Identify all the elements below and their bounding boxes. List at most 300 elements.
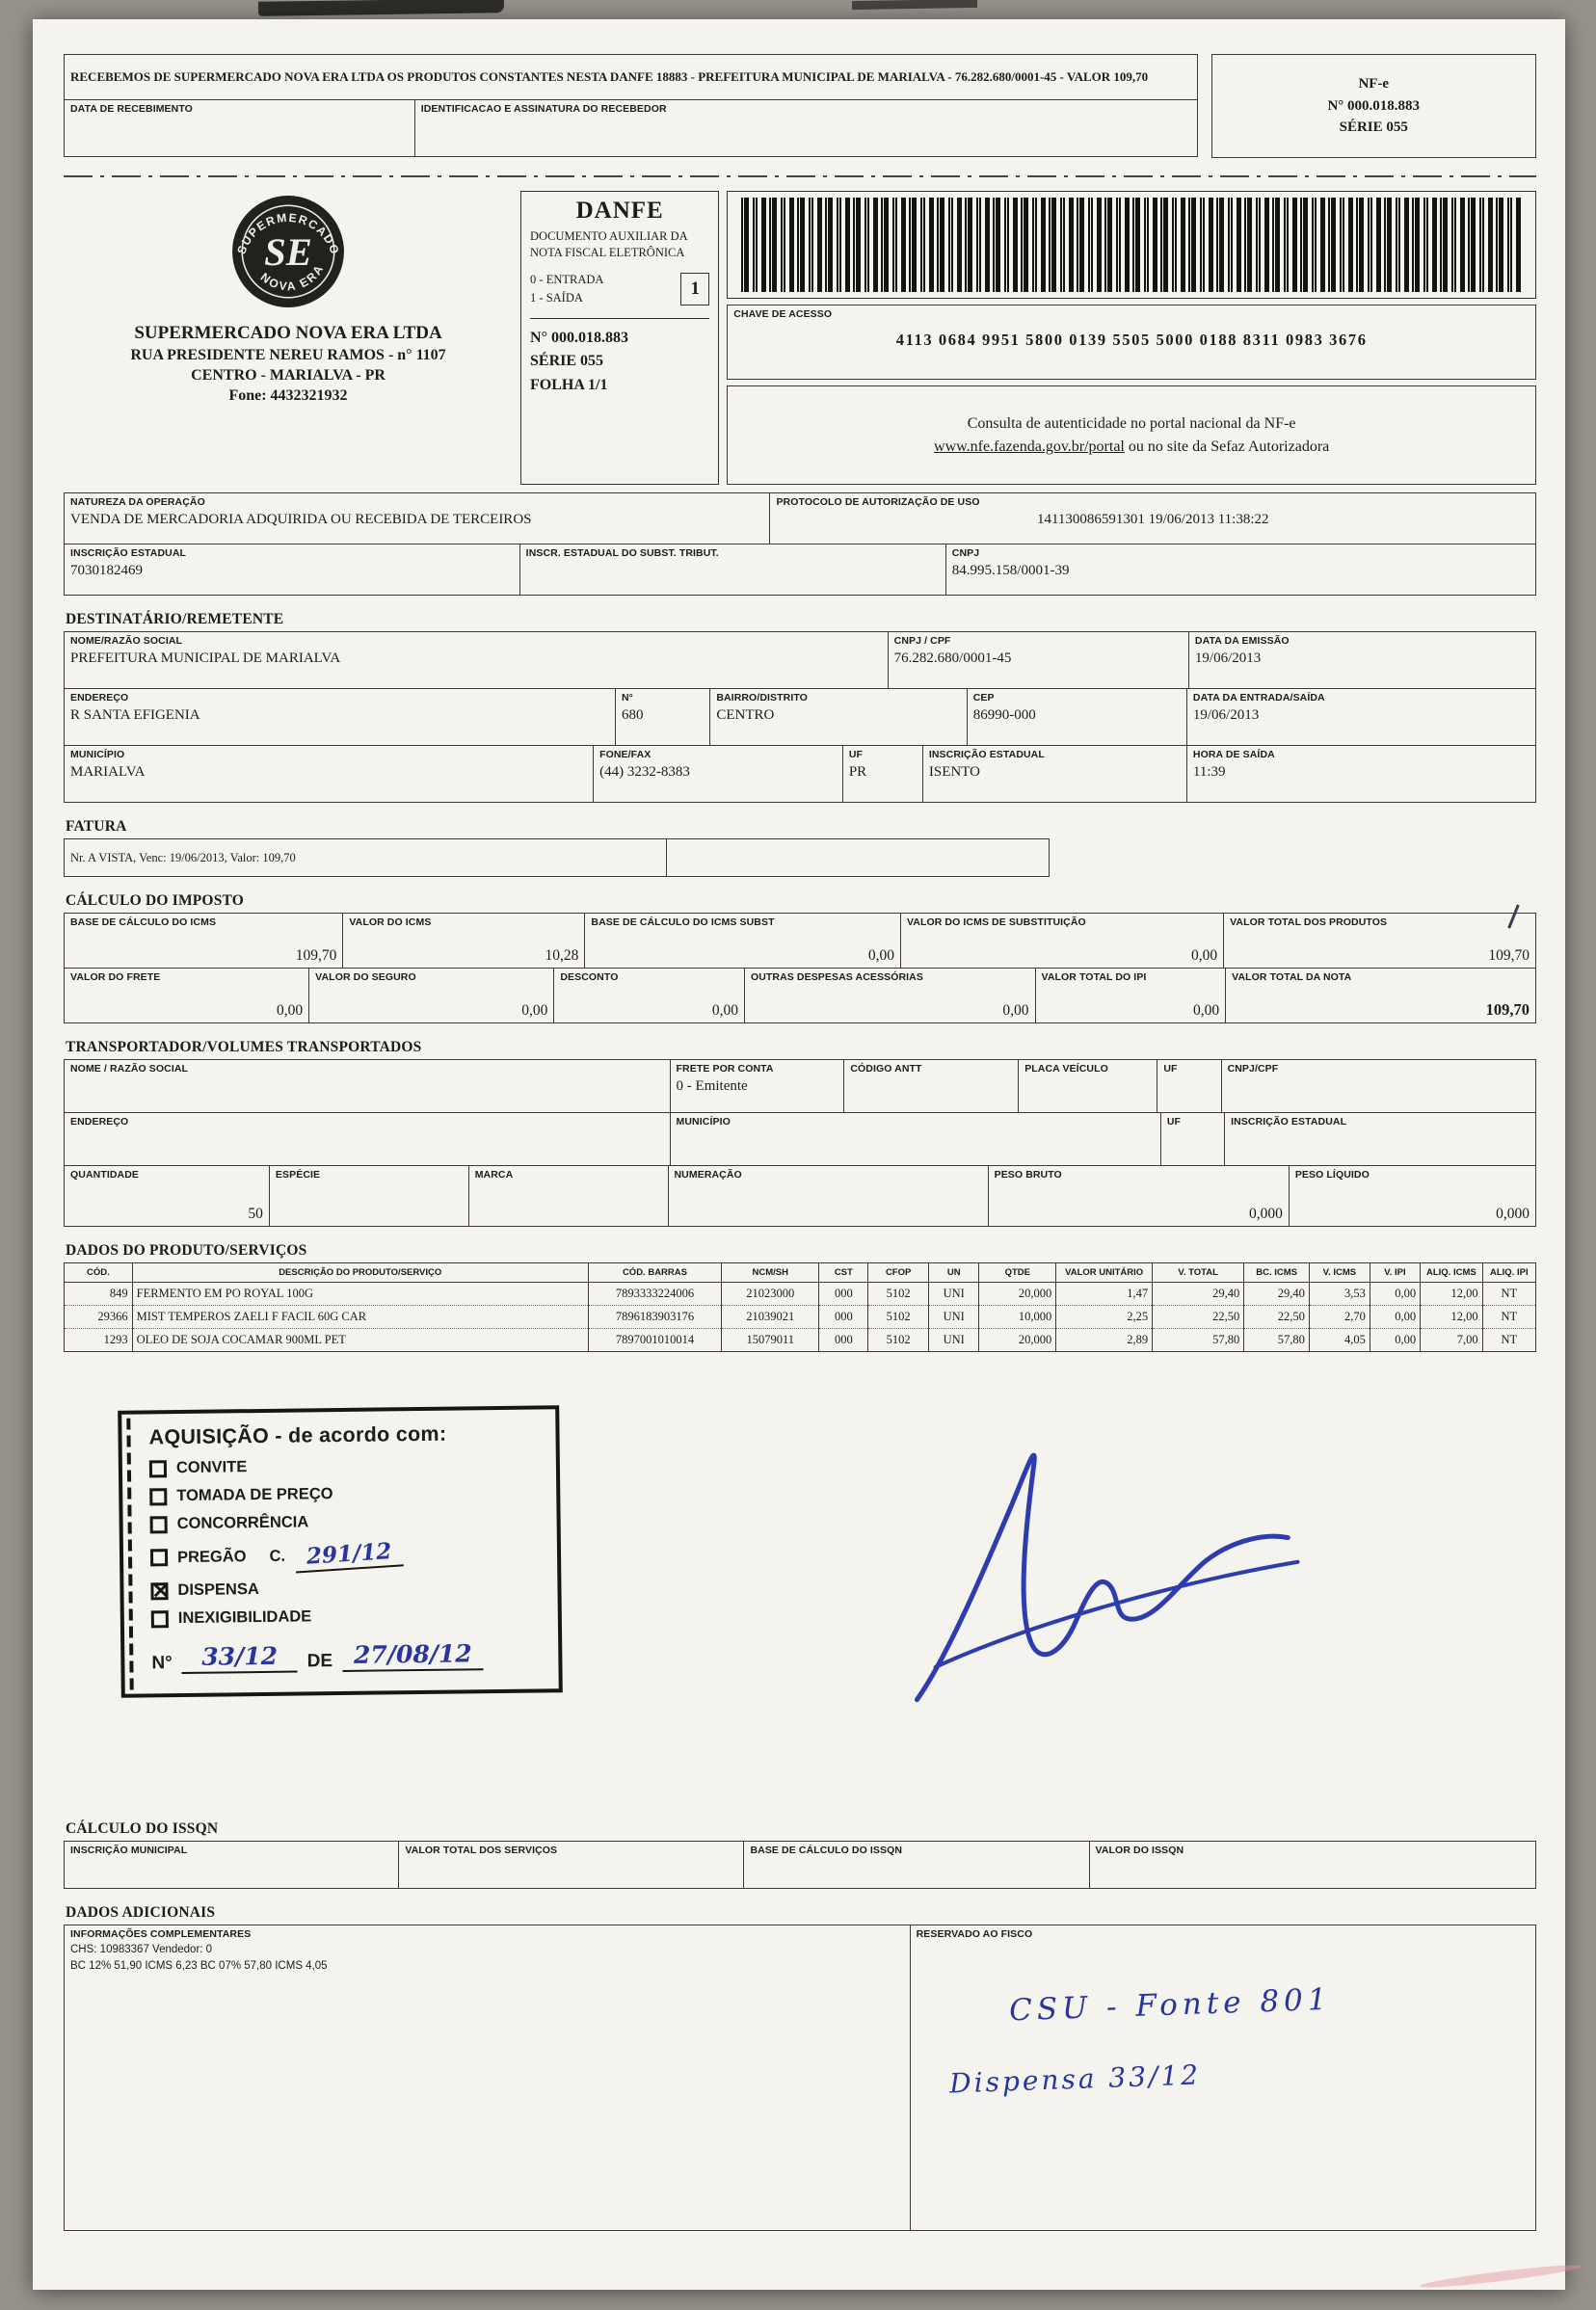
cell: 1293 (65, 1329, 133, 1352)
field-peso-bruto (988, 1165, 1290, 1227)
field-label: MUNICÍPIO (676, 1116, 731, 1128)
field-nome-razao-social (64, 631, 889, 689)
field-value: 86990-000 (972, 707, 1036, 724)
field-outras-despesas (744, 968, 1036, 1023)
cell: 2,89 (1056, 1329, 1153, 1352)
field-label: VALOR DO ICMS (349, 916, 432, 928)
field-valor-total-produtos (1223, 913, 1536, 969)
acquisition-stamp (118, 1406, 563, 1699)
recipient-row-3 (64, 745, 1536, 803)
checkbox-checked-icon (150, 1582, 168, 1600)
cell: 7896183903176 (588, 1306, 721, 1329)
field-frete-por-conta (670, 1059, 845, 1113)
field-transp-cnpj (1221, 1059, 1536, 1113)
section-title-destinatario: DESTINATÁRIO/REMETENTE (66, 611, 284, 627)
field-label: HORA DE SAÍDA (1192, 749, 1275, 760)
col-header: QTDE (979, 1263, 1056, 1283)
field-value: Nr. A VISTA, Venc: 19/06/2013, Valor: 109,70 (70, 850, 296, 864)
recipient-row-2 (64, 688, 1536, 746)
field-label: CNPJ (951, 547, 980, 559)
carrier-row-3 (64, 1165, 1536, 1227)
field-transp-uf-1 (1157, 1059, 1221, 1113)
col-header: BC. ICMS (1244, 1263, 1310, 1283)
cell: NT (1482, 1306, 1535, 1329)
cell: 20,000 (979, 1283, 1056, 1306)
cell: UNI (929, 1283, 979, 1306)
stamp-option-convite (149, 1455, 541, 1478)
field-value: 0,00 (1190, 947, 1218, 964)
handwriting-pregao-number: 291/12 (294, 1538, 404, 1574)
field-inscricao-estadual-dest (922, 745, 1187, 803)
col-header: V. IPI (1370, 1263, 1420, 1283)
cell: 15079011 (722, 1329, 819, 1352)
field-value: 19/06/2013 (1194, 651, 1262, 667)
field-value: 680 (622, 707, 644, 724)
col-header: V. ICMS (1309, 1263, 1370, 1283)
field-label: CÓDIGO ANTT (850, 1063, 922, 1075)
danfe-header (64, 191, 1536, 485)
field-value: 0,00 (277, 1002, 304, 1019)
product-row (65, 1306, 1536, 1329)
issuer-name: SUPERMERCADO NOVA ERA LTDA (134, 323, 442, 343)
handwriting-data: 27/08/12 (342, 1640, 484, 1673)
field-label: VALOR DO FRETE (70, 971, 161, 983)
cell: 20,000 (979, 1329, 1056, 1352)
field-transp-uf-2 (1160, 1112, 1225, 1166)
field-label: DATA DE RECEBIMENTO (70, 103, 193, 115)
product-row (65, 1329, 1536, 1352)
field-label: CNPJ/CPF (1227, 1063, 1279, 1075)
field-value: 7030182469 (70, 563, 143, 579)
field-value: 0,00 (521, 1002, 548, 1019)
field-base-calculo-issqn (743, 1841, 1089, 1889)
field-valor-frete (64, 968, 309, 1023)
field-hora-saida (1186, 745, 1536, 803)
stamp-no-label: N° (151, 1653, 173, 1674)
authenticity-line1: Consulta de autenticidade no portal nacional da NF-e (967, 414, 1296, 432)
cell: 7897001010014 (588, 1329, 721, 1352)
section-title-imposto: CÁLCULO DO IMPOSTO (66, 892, 245, 909)
entry-exit-lines (530, 271, 673, 308)
tear-line (64, 175, 1536, 177)
stamp-option-label: PREGÃO (176, 1548, 247, 1566)
field-value: 109,70 (1488, 947, 1530, 964)
products-header-row (65, 1263, 1536, 1283)
cell: 29,40 (1153, 1283, 1244, 1306)
field-label: OUTRAS DESPESAS ACESSÓRIAS (750, 971, 923, 983)
field-value: MARIALVA (70, 764, 146, 781)
field-label: UF (1166, 1116, 1182, 1128)
field-inscricao-estadual (64, 544, 520, 596)
issuer-logo (229, 193, 347, 310)
cell: 7893333224006 (588, 1283, 721, 1306)
cell: 000 (819, 1329, 868, 1352)
danfe-box (520, 191, 719, 485)
recipient-row-1 (64, 631, 1536, 689)
handwriting-numero: 33/12 (181, 1642, 297, 1674)
field-label: N° (622, 692, 633, 704)
danfe-title: DANFE (575, 198, 664, 224)
danfe-subtitle: DOCUMENTO AUXILIAR DA NOTA FISCAL ELETRÔNICA (530, 229, 687, 259)
authenticity-text (733, 412, 1530, 459)
field-label: CHAVE DE ACESSO (733, 308, 833, 320)
barcode-box (727, 191, 1536, 299)
operation-row (64, 492, 1536, 544)
field-label: MUNICÍPIO (70, 749, 125, 760)
field-label: CEP (972, 692, 995, 704)
field-value: PR (848, 764, 867, 781)
issuer-district: CENTRO - MARIALVA - PR (191, 367, 386, 384)
field-transportador-nome (64, 1059, 671, 1113)
handwriting-fisco-line2: Dispensa 33/12 (948, 2058, 1202, 2100)
field-fatura (64, 838, 667, 877)
stamp-number-line (151, 1639, 543, 1675)
cell: 29,40 (1244, 1283, 1310, 1306)
field-natureza-operacao (64, 492, 770, 544)
field-value: 109,70 (295, 947, 337, 964)
receipt-stub-fields (64, 100, 1198, 157)
stamp-option-pregao (150, 1539, 542, 1573)
cell: OLEO DE SOJA COCAMAR 900ML PET (132, 1329, 588, 1352)
field-label: DATA DA ENTRADA/SAÍDA (1192, 692, 1325, 704)
danfe-document (33, 19, 1565, 2290)
cell: NT (1482, 1329, 1535, 1352)
cell: 21039021 (722, 1306, 819, 1329)
field-municipio (64, 745, 594, 803)
field-numeracao (668, 1165, 989, 1227)
cell: 5102 (868, 1306, 929, 1329)
cell: 22,50 (1244, 1306, 1310, 1329)
field-desconto (553, 968, 745, 1023)
field-cnpj-emitente (945, 544, 1536, 596)
col-header: ALIQ. IPI (1482, 1263, 1535, 1283)
field-label: VALOR DO ICMS DE SUBSTITUIÇÃO (906, 916, 1086, 928)
field-value: 0 - Emitente (676, 1078, 748, 1095)
field-label: VALOR TOTAL DO IPI (1041, 971, 1147, 983)
logo-bottom-text: NOVA ERA (257, 261, 328, 294)
checkbox-icon (150, 1516, 168, 1533)
col-header: ALIQ. ICMS (1421, 1263, 1483, 1283)
field-label: RESERVADO AO FISCO (916, 1928, 1033, 1941)
field-bairro (709, 688, 967, 746)
cell: 1,47 (1056, 1283, 1153, 1306)
field-label: UF (1163, 1063, 1178, 1075)
field-value: 19/06/2013 (1192, 707, 1260, 724)
field-codigo-antt (843, 1059, 1019, 1113)
access-key-value: 4113 0684 9951 5800 0139 5505 5000 0188 8311 0983 3676 (895, 331, 1368, 350)
field-transp-inscricao (1224, 1112, 1536, 1166)
info-line: CHS: 10983367 Vendedor: 0 (70, 1943, 213, 1955)
cell: 22,50 (1153, 1306, 1244, 1329)
barcode (741, 198, 1522, 292)
field-label: INSCRIÇÃO ESTADUAL (1231, 1116, 1347, 1128)
field-cep (967, 688, 1187, 746)
field-numero (615, 688, 710, 746)
field-value: R SANTA EFIGENIA (70, 707, 200, 724)
cell: 4,05 (1309, 1329, 1370, 1352)
cell: 2,70 (1309, 1306, 1370, 1329)
field-data-emissao (1188, 631, 1536, 689)
nfe-label: NF-e (1358, 76, 1390, 93)
field-value: 76.282.680/0001-45 (893, 651, 1012, 667)
field-transp-municipio (670, 1112, 1161, 1166)
cell: 0,00 (1370, 1306, 1420, 1329)
field-valor-total-ipi (1035, 968, 1227, 1023)
access-key-box (727, 305, 1536, 380)
receipt-statement: RECEBEMOS DE SUPERMERCADO NOVA ERA LTDA OS PRODUTOS CONSTANTES NESTA DANFE 18883 - PREFEITURA MUNICIPAL DE MARIALVA - 76.282.680/0001-45 - VALOR 109,70 (70, 69, 1149, 85)
field-label: PESO LÍQUIDO (1294, 1169, 1370, 1181)
field-value: ISENTO (928, 764, 980, 781)
field-value: 10,28 (545, 947, 579, 964)
products-table (64, 1262, 1536, 1352)
stamp-c-label: C. (269, 1547, 286, 1565)
stamp-option-dispensa (150, 1578, 542, 1601)
section-title-fatura: FATURA (66, 818, 127, 835)
operation-section (64, 492, 1536, 596)
field-label: VALOR TOTAL DOS SERVIÇOS (405, 1845, 558, 1857)
field-label: NATUREZA DA OPERAÇÃO (70, 496, 205, 508)
checkbox-icon (149, 1488, 167, 1505)
scan-artifact (258, 0, 504, 16)
product-row (65, 1283, 1536, 1306)
danfe-entry-exit (530, 271, 709, 308)
issqn-row (64, 1841, 1536, 1889)
issuer-address: RUA PRESIDENTE NEREU RAMOS - n° 1107 (130, 347, 446, 363)
receipt-stub-left (64, 54, 1198, 158)
field-label: QUANTIDADE (70, 1169, 139, 1181)
field-value: VENDA DE MERCADORIA ADQUIRIDA OU RECEBIDA DE TERCEIROS (70, 512, 532, 528)
handwriting-fisco-line1: CSU - Fonte 801 (1008, 1981, 1332, 2028)
danfe-sheet: FOLHA 1/1 (530, 377, 608, 394)
field-label: IDENTIFICACAO E ASSINATURA DO RECEBEDOR (420, 103, 667, 115)
field-value: 141130086591301 19/06/2013 11:38:22 (1036, 512, 1269, 528)
section-title-transportador: TRANSPORTADOR/VOLUMES TRANSPORTADOS (66, 1039, 422, 1055)
field-label: DATA DA EMISSÃO (1194, 635, 1290, 647)
authenticity-box (727, 385, 1536, 485)
section-title-produtos: DADOS DO PRODUTO/SERVIÇOS (66, 1242, 307, 1259)
field-informacoes-complementares (64, 1925, 911, 2231)
stamp-de-label: DE (306, 1651, 333, 1672)
field-label: ENDEREÇO (70, 692, 129, 704)
col-header: NCM/SH (722, 1263, 819, 1283)
cell: NT (1482, 1283, 1535, 1306)
field-label: VALOR TOTAL DOS PRODUTOS (1230, 916, 1388, 928)
cell: 29366 (65, 1306, 133, 1329)
field-label: BASE DE CÁLCULO DO ICMS (70, 916, 217, 928)
col-header: VALOR UNITÁRIO (1056, 1263, 1153, 1283)
field-quantidade (64, 1165, 270, 1227)
stamp-option-label: TOMADA DE PREÇO (176, 1485, 333, 1505)
field-value: 0,000 (1496, 1206, 1530, 1222)
stamp-option-inexigibilidade (151, 1606, 543, 1629)
carrier-row-2 (64, 1112, 1536, 1166)
field-label: PLACA VEÍCULO (1024, 1063, 1108, 1075)
cell: 3,53 (1309, 1283, 1370, 1306)
scan-artifact (852, 0, 977, 10)
field-value: 109,70 (1485, 1000, 1530, 1019)
cell: FERMENTO EM PO ROYAL 100G (132, 1283, 588, 1306)
field-label: INSCR. ESTADUAL DO SUBST. TRIBUT. (525, 547, 719, 559)
field-label: PROTOCOLO DE AUTORIZAÇÃO DE USO (776, 496, 980, 508)
field-valor-issqn (1089, 1841, 1536, 1889)
cell: 5102 (868, 1283, 929, 1306)
cell: 57,80 (1244, 1329, 1310, 1352)
cell: 000 (819, 1306, 868, 1329)
field-uf (842, 745, 923, 803)
field-value: 50 (248, 1206, 263, 1222)
field-label: INFORMAÇÕES COMPLEMENTARES (70, 1928, 252, 1941)
field-label: MARCA (474, 1169, 514, 1181)
field-value: PREFEITURA MUNICIPAL DE MARIALVA (70, 651, 341, 667)
field-label: UF (848, 749, 864, 760)
field-label: FRETE POR CONTA (676, 1063, 774, 1075)
checkbox-icon (149, 1460, 167, 1477)
field-label: ENDEREÇO (70, 1116, 129, 1128)
field-protocolo-autorizacao (769, 492, 1536, 544)
field-label: BASE DE CÁLCULO DO ISSQN (750, 1845, 903, 1857)
cell: 0,00 (1370, 1329, 1420, 1352)
section-title-dados-adicionais: DADOS ADICIONAIS (66, 1904, 216, 1922)
field-label: INSCRIÇÃO ESTADUAL (928, 749, 1045, 760)
field-inscricao-subst (519, 544, 946, 596)
recipient-section (64, 631, 1536, 803)
cell: UNI (929, 1329, 979, 1352)
field-assinatura-recebedor (414, 99, 1198, 157)
field-transp-endereco (64, 1112, 671, 1166)
field-base-icms (64, 913, 343, 969)
field-label: NUMERAÇÃO (674, 1169, 742, 1181)
tax-section (64, 913, 1536, 1023)
stamp-option-label: CONCORRÊNCIA (176, 1513, 309, 1533)
field-placa-veiculo (1018, 1059, 1157, 1113)
field-value: 0,00 (711, 1002, 738, 1019)
field-label: VALOR TOTAL DA NOTA (1232, 971, 1352, 983)
tax-row-2 (64, 968, 1536, 1023)
field-value: 0,00 (867, 947, 894, 964)
nfe-portal-url: www.nfe.fazenda.gov.br/portal (934, 438, 1125, 455)
cell: 849 (65, 1283, 133, 1306)
col-header: CST (819, 1263, 868, 1283)
field-endereco (64, 688, 616, 746)
checkbox-icon (151, 1610, 169, 1628)
field-value: 0,00 (1193, 1002, 1220, 1019)
entry-line: 0 - ENTRADA (530, 272, 604, 286)
field-valor-total-servicos (398, 1841, 744, 1889)
field-marca (468, 1165, 669, 1227)
col-header: CÓD. BARRAS (588, 1263, 721, 1283)
field-label: DESCONTO (560, 971, 619, 983)
field-valor-icms-subst (900, 913, 1224, 969)
danfe-series: SÉRIE 055 (530, 353, 604, 370)
receipt-stub (64, 54, 1536, 158)
field-data-recebimento (64, 99, 415, 157)
field-label: FONE/FAX (599, 749, 652, 760)
field-fone-fax (593, 745, 843, 803)
field-label: NOME/RAZÃO SOCIAL (70, 635, 183, 647)
cell: 10,000 (979, 1306, 1056, 1329)
field-label: BASE DE CÁLCULO DO ICMS SUBST (591, 916, 775, 928)
stamp-option-tomada-de-preco (149, 1483, 541, 1506)
header-right-column (727, 191, 1536, 485)
logo-top-text: SUPERMERCADO (234, 210, 343, 257)
field-base-icms-subst (584, 913, 901, 969)
cell: 0,00 (1370, 1283, 1420, 1306)
field-value: 0,000 (1248, 1206, 1283, 1222)
issuer-block (64, 191, 513, 485)
stamp-option-label: DISPENSA (177, 1580, 259, 1600)
stamp-option-label: INEXIGIBILIDADE (177, 1607, 312, 1628)
field-label: ESPÉCIE (275, 1169, 321, 1181)
field-inscricao-municipal (64, 1841, 399, 1889)
stamp-option-concorrencia (150, 1511, 542, 1534)
registration-row (64, 544, 1536, 596)
danfe-numbers (530, 318, 709, 398)
authenticity-line2: ou no site da Sefaz Autorizadora (1124, 438, 1330, 455)
col-header: CÓD. (65, 1263, 133, 1283)
cell: 12,00 (1421, 1306, 1483, 1329)
cell: 000 (819, 1283, 868, 1306)
cell: 12,00 (1421, 1283, 1483, 1306)
stamp-area (64, 1352, 1536, 1805)
field-label: CNPJ / CPF (893, 635, 951, 647)
cell: 7,00 (1421, 1329, 1483, 1352)
field-label: VALOR DO ISSQN (1095, 1845, 1184, 1857)
tax-row-1 (64, 913, 1536, 969)
exit-line: 1 - SAÍDA (530, 291, 583, 305)
cell: 21023000 (722, 1283, 819, 1306)
invoice-row (64, 838, 1536, 877)
carrier-row-1 (64, 1059, 1536, 1113)
field-label: NOME / RAZÃO SOCIAL (70, 1063, 189, 1075)
field-value: CENTRO (716, 707, 775, 724)
field-value: 11:39 (1192, 764, 1226, 781)
field-label: BAIRRO/DISTRITO (716, 692, 808, 704)
field-value: 84.995.158/0001-39 (951, 563, 1070, 579)
field-label: INSCRIÇÃO MUNICIPAL (70, 1845, 188, 1857)
field-valor-total-nota (1225, 968, 1536, 1023)
field-label: INSCRIÇÃO ESTADUAL (70, 547, 187, 559)
stamp-option-label: CONVITE (175, 1458, 248, 1477)
receipt-statement-box (64, 54, 1198, 100)
field-value: (44) 3232-8383 (599, 764, 690, 781)
signature-scribble (876, 1398, 1315, 1732)
checkbox-icon (150, 1550, 168, 1567)
field-reservado-ao-fisco (910, 1925, 1536, 2231)
receipt-nfe-box (1211, 54, 1536, 158)
field-peso-liquido (1289, 1165, 1536, 1227)
nfe-series: SÉRIE 055 (1339, 119, 1408, 136)
danfe-number: N° 000.018.883 (530, 329, 628, 346)
col-header: DESCRIÇÃO DO PRODUTO/SERVIÇO (132, 1263, 588, 1283)
issuer-phone: Fone: 4432321932 (228, 387, 348, 404)
logo-monogram: SE (264, 230, 312, 275)
col-header: CFOP (868, 1263, 929, 1283)
field-value: 0,00 (1002, 1002, 1029, 1019)
cell: MIST TEMPEROS ZAELI F FACIL 60G CAR (132, 1306, 588, 1329)
field-especie (269, 1165, 469, 1227)
section-title-issqn: CÁLCULO DO ISSQN (66, 1820, 219, 1838)
field-cnpj-cpf (888, 631, 1189, 689)
nfe-number: N° 000.018.883 (1327, 97, 1421, 114)
field-label: VALOR DO SEGURO (315, 971, 416, 983)
info-line: BC 12% 51,90 ICMS 6,23 BC 07% 57,80 ICMS 4,05 (70, 1959, 328, 1972)
cell: 2,25 (1056, 1306, 1153, 1329)
additional-section (64, 1925, 1536, 2231)
cell: 57,80 (1153, 1329, 1244, 1352)
field-fatura-empty (666, 838, 1049, 877)
field-data-entrada-saida (1186, 688, 1536, 746)
field-valor-icms (342, 913, 585, 969)
